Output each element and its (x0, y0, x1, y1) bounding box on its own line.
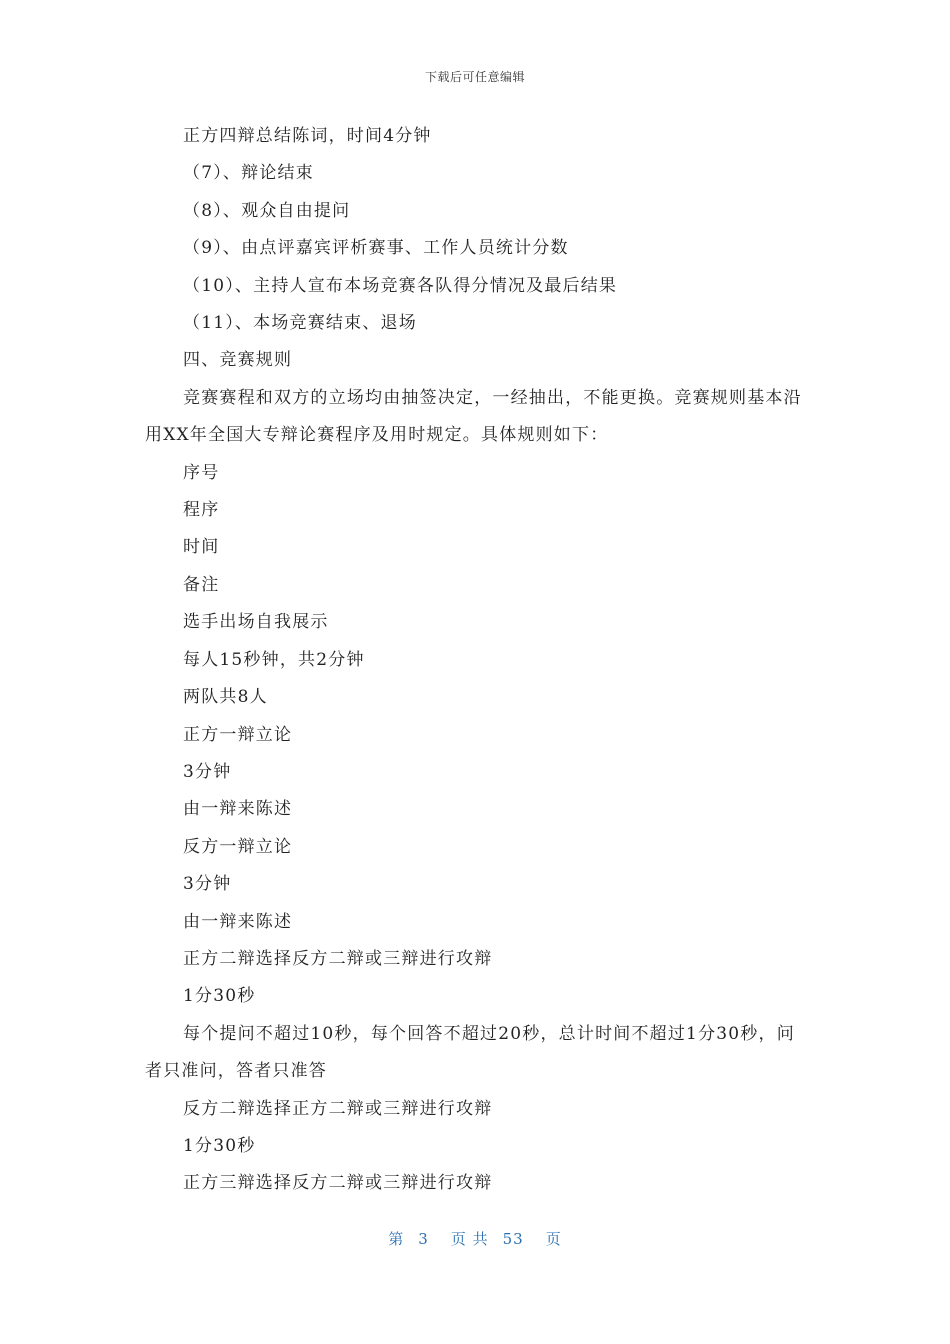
paragraph: （9）、由点评嘉宾评析赛事、工作人员统计分数 (183, 238, 569, 259)
paragraph: 反方二辩选择正方二辩或三辩进行攻辩 (183, 1098, 493, 1119)
paragraph: 两队共8人 (183, 687, 268, 708)
paragraph: 每人15秒钟，共2分钟 (183, 649, 365, 670)
paragraph: 竞赛赛程和双方的立场均由抽签决定，一经抽出，不能更换。竞赛规则基本沿用XX年全国大专辩论赛程序及用时规定。具体规则如下： (145, 387, 802, 446)
paragraph: 每个提问不超过10秒，每个回答不超过20秒，总计时间不超过1分30秒，问者只准问，答者只准答 (145, 1023, 795, 1082)
paragraph: 选手出场自我展示 (183, 612, 329, 633)
paragraph: 由一辩来陈述 (183, 799, 293, 820)
paragraph: 3分钟 (183, 761, 232, 782)
paragraph: （7）、辩论结束 (183, 163, 314, 184)
footer-label-pages: 页 (545, 1230, 562, 1248)
document-body (145, 118, 810, 1203)
footer-label-page: 第 (388, 1230, 405, 1248)
paragraph: 序号 (183, 462, 220, 483)
paragraph: 正方三辩选择反方二辩或三辩进行攻辩 (183, 1173, 493, 1194)
paragraph: 1分30秒 (183, 1135, 256, 1156)
paragraph: 备注 (183, 574, 220, 595)
paragraph: （8）、观众自由提问 (183, 200, 351, 221)
paragraph: 反方一辩立论 (183, 836, 293, 857)
paragraph: 时间 (183, 537, 220, 558)
paragraph: （11）、本场竞赛结束、退场 (183, 313, 417, 334)
paragraph: 由一辩来陈述 (183, 911, 293, 932)
section-heading: 四、竞赛规则 (183, 350, 293, 371)
paragraph: 1分30秒 (183, 986, 256, 1007)
page-header: 下载后可任意编辑 (424, 70, 525, 84)
paragraph: 正方四辩总结陈词，时间4分钟 (183, 126, 432, 146)
paragraph: 正方二辩选择反方二辩或三辩进行攻辩 (183, 948, 493, 969)
paragraph: 3分钟 (183, 874, 232, 895)
footer-label-of: 页 共 (450, 1230, 489, 1248)
paragraph: 正方一辩立论 (183, 724, 293, 745)
paragraph: 程序 (183, 500, 220, 521)
footer-page-number: 3 (418, 1230, 429, 1248)
page-footer (0, 1228, 950, 1249)
footer-total-pages: 53 (502, 1230, 524, 1248)
paragraph: （10）、主持人宣布本场竞赛各队得分情况及最后结果 (183, 275, 618, 296)
